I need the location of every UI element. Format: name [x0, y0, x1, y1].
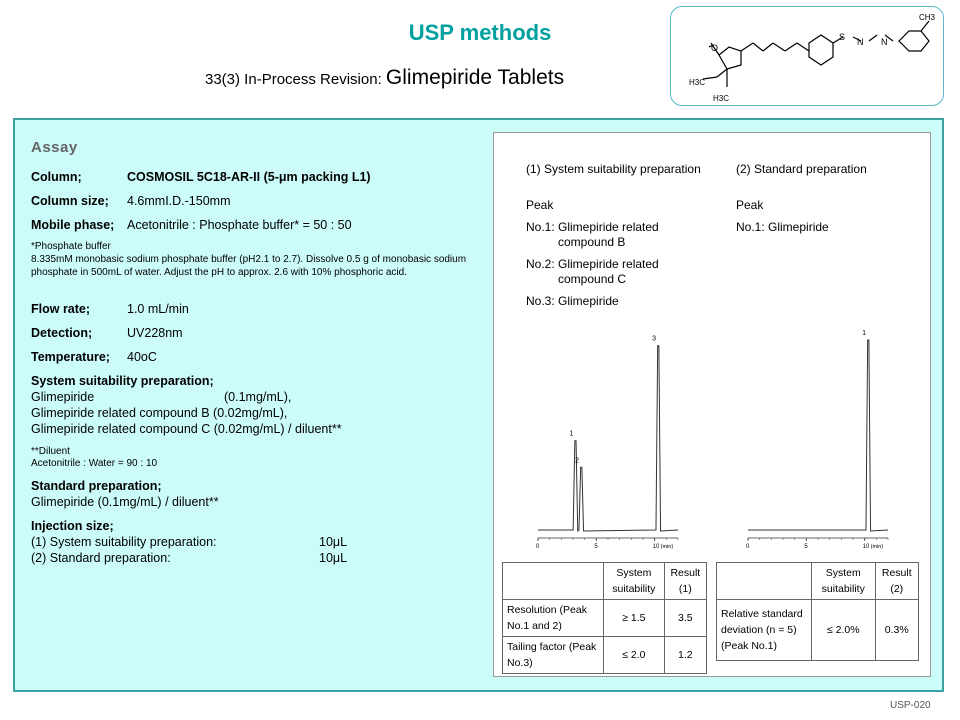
left-results-table — [502, 562, 707, 674]
table-header-col3: Result (1) — [664, 563, 706, 600]
label-h3c-2: H3C — [713, 94, 730, 103]
left-chrom-title: (1) System suitability preparation — [526, 162, 701, 176]
row-result: 3.5 — [664, 600, 706, 637]
column-value: COSMOSIL 5C18-AR-II (5-μm packing L1) — [127, 170, 371, 184]
right-results-table — [716, 562, 919, 661]
chemical-structure-box — [670, 6, 944, 106]
atom-n-1: N — [857, 37, 864, 47]
page-title: USP methods — [408, 20, 552, 45]
atom-n-2: N — [881, 37, 888, 47]
peak-label-1: 1 — [862, 330, 867, 337]
table-header-col2: System suitability — [604, 563, 665, 600]
left-peak-1: No.1: Glimepiride related compound B — [526, 220, 659, 249]
ssp-line2: Glimepiride related compound B (0.02mg/mL), — [31, 406, 288, 420]
mobile-phase-value: Acetonitrile : Phosphate buffer* = 50 : 50 — [127, 218, 352, 232]
right-peak-label: Peak — [736, 198, 764, 212]
x-tick-label: 5 — [804, 544, 808, 550]
chromatogram-trace — [538, 346, 678, 531]
flow-rate-value: 1.0 mL/min — [127, 302, 189, 316]
label-h3c-1: H3C — [689, 78, 706, 87]
left-peak-2: No.2: Glimepiride related compound C — [526, 257, 659, 286]
atom-o-1: O — [711, 43, 719, 53]
injection-line1-value: 10μL — [319, 535, 348, 549]
table-row — [503, 637, 707, 674]
ssp-heading: System suitability preparation; — [31, 374, 214, 388]
sp-line: Glimepiride (0.1mg/mL) / diluent** — [31, 495, 219, 509]
right-chrom-title: (2) Standard preparation — [736, 162, 867, 176]
x-tick-label: 0 — [536, 544, 540, 550]
buffer-note-text: 8.335mM monobasic sodium phosphate buffer (pH2.1 to 2.7). Dissolve 0.5 g of monobasic sodium phosphate in 500mL of water. Adjust the pH to approx. 2.6 with 10% phosphoric acid. — [31, 254, 467, 278]
subtitle-prefix: 33(3) In-Process Revision: — [205, 71, 386, 88]
row-name: Resolution (Peak No.1 and 2) — [503, 600, 604, 637]
row-result: 0.3% — [875, 600, 918, 661]
x-axis-unit: (min) — [660, 544, 674, 550]
x-tick-label: 10 — [652, 544, 660, 550]
injection-line2-value: 10μL — [319, 551, 348, 565]
chromatogram-right — [740, 320, 900, 550]
right-peak-1: No.1: Glimepiride — [736, 220, 829, 234]
row-name: Tailing factor (Peak No.3) — [503, 637, 604, 674]
column-size-value: 4.6mmI.D.-150mm — [127, 194, 231, 208]
detection-value: UV228nm — [127, 326, 183, 340]
assay-heading: Assay — [31, 139, 78, 156]
mobile-phase-label: Mobile phase; — [31, 218, 115, 232]
row-spec: ≤ 2.0 — [604, 637, 665, 674]
table-header-empty — [503, 563, 604, 600]
diluent-text: Acetonitrile : Water = 90 : 10 — [31, 458, 158, 469]
table-row — [717, 600, 919, 661]
peak-label-1: 1 — [569, 430, 574, 438]
label-ch3-top: CH3 — [919, 13, 936, 22]
temperature-label: Temperature; — [31, 350, 110, 364]
table-row — [503, 600, 707, 637]
injection-line2-label: (2) Standard preparation: — [31, 551, 171, 565]
peak-label-3: 3 — [652, 335, 657, 343]
ssp-line3: Glimepiride related compound C (0.02mg/mL) / diluent** — [31, 422, 342, 436]
x-tick-label: 10 — [862, 544, 870, 550]
row-spec: ≥ 1.5 — [604, 600, 665, 637]
buffer-note-title: *Phosphate buffer — [31, 241, 111, 252]
subtitle-product: Glimepiride Tablets — [385, 66, 565, 89]
table-header-empty — [717, 563, 812, 600]
table-header-col2: System suitability — [812, 563, 876, 600]
diluent-title: **Diluent — [31, 446, 70, 457]
left-peak-3: No.3: Glimepiride — [526, 294, 619, 308]
atom-s: S — [839, 32, 846, 42]
row-result: 1.2 — [664, 637, 706, 674]
x-axis-unit: (min) — [870, 544, 884, 550]
table-header-col3: Result (2) — [875, 563, 918, 600]
x-tick-label: 5 — [594, 544, 598, 550]
footer-code: USP-020 — [890, 700, 931, 711]
sp-heading: Standard preparation; — [31, 479, 162, 493]
ssp-line1-conc: (0.1mg/mL), — [224, 390, 292, 404]
page-subtitle — [205, 66, 564, 90]
temperature-value: 40oC — [127, 350, 157, 364]
table-header-row — [503, 563, 707, 600]
peak-label-2: 2 — [575, 457, 580, 465]
row-name: Relative standard deviation (n = 5)(Peak No.1) — [717, 600, 812, 661]
chromatogram-left — [530, 320, 690, 550]
flow-rate-label: Flow rate; — [31, 302, 91, 316]
injection-heading: Injection size; — [31, 519, 114, 533]
structure-drawing — [671, 7, 943, 105]
column-size-label: Column size; — [31, 194, 109, 208]
detection-label: Detection; — [31, 326, 93, 340]
column-label: Column; — [31, 170, 82, 184]
left-peak-label: Peak — [526, 198, 554, 212]
table-header-row — [717, 563, 919, 600]
x-tick-label: 0 — [746, 544, 750, 550]
injection-line1-label: (1) System suitability preparation: — [31, 535, 217, 549]
ssp-line1-name: Glimepiride — [31, 390, 95, 404]
row-spec: ≤ 2.0% — [812, 600, 876, 661]
chromatogram-trace — [748, 340, 888, 531]
